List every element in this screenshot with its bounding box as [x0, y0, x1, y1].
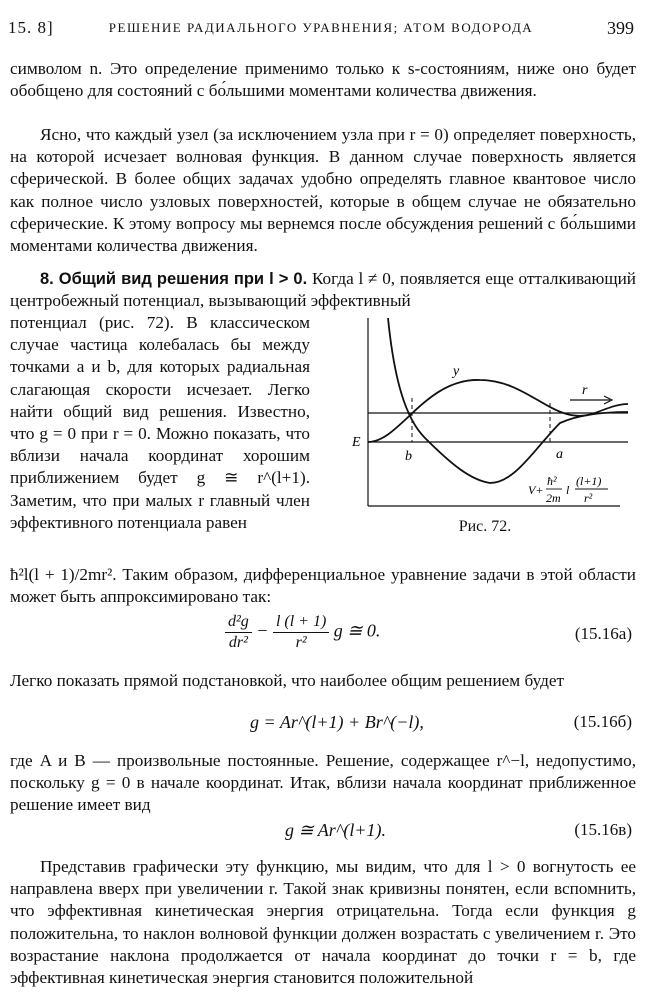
eq1-number: (15.16а) — [574, 624, 632, 643]
equation-15-16a — [10, 612, 636, 652]
label-hbar2: ħ² — [547, 474, 557, 488]
page-number: 399 — [607, 18, 634, 38]
eq3-number: (15.16в) — [574, 820, 632, 839]
paragraph-3-lead: Когда l ≠ 0, появляется еще отталкивающий центробежный потенциал, вызывающий эффективный — [10, 269, 636, 311]
eq1-minus: − — [256, 620, 269, 641]
potential-diagram — [350, 318, 635, 518]
figure-caption: Рис. 72. — [458, 518, 512, 535]
paragraph-4: Легко показать прямой подстановкой, что наиболее общим решением будет — [10, 671, 564, 690]
equation-15-16b — [10, 712, 636, 752]
label-l: l — [566, 483, 570, 497]
label-r2: r² — [584, 491, 593, 505]
label-2m: 2m — [546, 491, 561, 505]
eq1-frac2-num: l (l + 1) — [273, 612, 329, 633]
eq2-number: (15.16б) — [573, 712, 632, 731]
figure-72 — [350, 318, 635, 543]
label-r: r — [582, 383, 588, 398]
eq3-body: g ≅ Ar^(l+1). — [285, 820, 386, 840]
running-title: РЕШЕНИЕ РАДИАЛЬНОГО УРАВНЕНИЯ; АТОМ ВОДОРОДА — [108, 20, 534, 35]
paragraph-1: символом n. Это определение применимо только к s-состояниям, ниже оно будет обобщено для состояний с бо́льшими моментами количества движения. — [10, 59, 636, 101]
label-a: a — [556, 447, 563, 462]
label-lp1: (l+1) — [576, 474, 602, 488]
paragraph-3-end: ħ²l(l + 1)/2mr². Таким образом, дифференциальное уравнение задачи в этой области может быть аппроксимировано так: — [10, 565, 636, 607]
section-number: 15. 8] — [8, 18, 54, 37]
label-E: E — [352, 435, 361, 450]
label-V: V+ — [528, 483, 544, 497]
eq1-frac1-den: dr² — [228, 634, 248, 651]
paragraph-3-head — [10, 268, 636, 312]
paragraph-6: Представив графически эту функцию, мы видим, что для l > 0 вогнутость ее направлена вверх при увеличении r. Такой знак кривизны понятен, если вспомнить, что эффективная кинетическая энергия отрицательна. Тогда если функция g положительна, то наклон волновой функции должен возрастать с увеличением r. Это возрастание наклона продолжается от начала координат до точки r = b, где эффективная кинетическая энергия становится положительной — [10, 857, 636, 988]
paragraph-2: Ясно, что каждый узел (за исключением узла при r = 0) определяет поверхность, на которой исчезает волновая функция. В данном случае поверхность является сферической. В более общих задачах удобно определять главное квантовое число как полное число узловых поверхностей, которые в общем случае не обязательно сферические. К этому вопросу мы вернемся после обсуждения решений с бо́льшими моментами количества движения. — [10, 125, 636, 256]
label-y: y — [453, 364, 460, 379]
eq1-rest: g ≅ 0. — [333, 620, 381, 641]
equation-15-16c — [10, 820, 636, 860]
eq1-frac2-den: r² — [295, 634, 307, 651]
paragraph-5: где A и B — произвольные постоянные. Решение, содержащее r^−l, недопустимо, поскольку g = 0 в начале координат. Итак, вблизи начала координат приближенное решение имеет вид — [10, 751, 636, 815]
eq2-body: g = Ar^(l+1) + Br^(−l), — [250, 712, 424, 732]
eq1-frac1-num: d²g — [225, 612, 252, 633]
page-header — [8, 10, 634, 40]
label-b: b — [405, 449, 412, 464]
section-heading: 8. Общий вид решения при l > 0. — [40, 270, 308, 288]
paragraph-3-wrapped: потенциал (рис. 72). В классическом случае частица колебалась бы между точками a и b, для которых радиальная слагающая скорости исчезает. Легко найти общий вид решения. Известно, что g = 0 при r = 0. Можно показать, что вблизи начала координат хорошим приближением будет g ≅ r^(l+1). Заметим, что при малых r главный член эффективного потенциала равен — [10, 313, 310, 532]
